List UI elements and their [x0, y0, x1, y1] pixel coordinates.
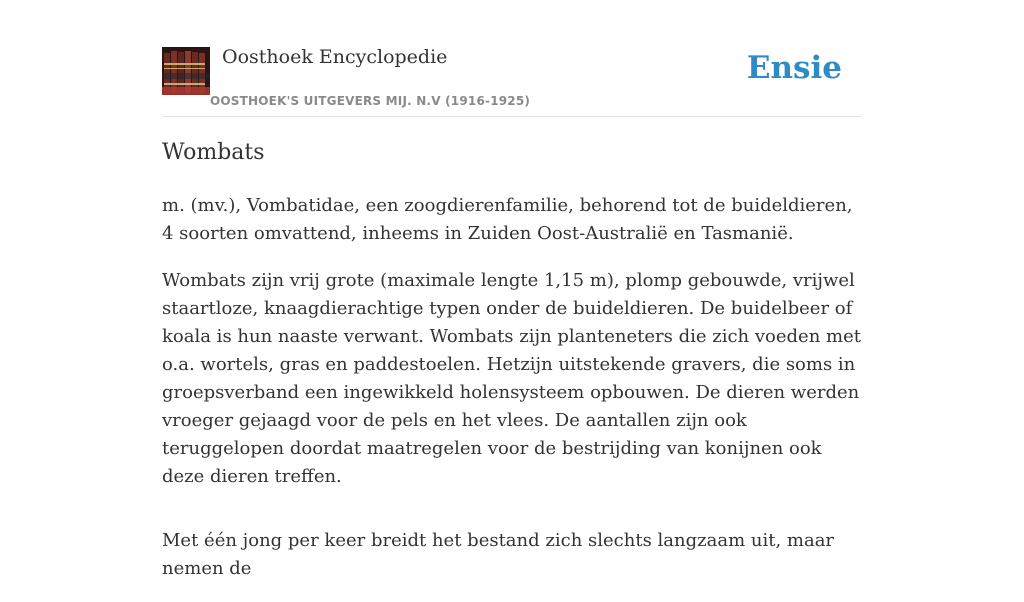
- source-subtitle: OOSTHOEK'S UITGEVERS MIJ. N.V (1916-1925): [210, 94, 531, 108]
- entry-paragraph: m. (mv.), Vombatidae, een zoogdierenfamilie, behorend tot de buideldieren, 4 soorten omvattend, inheems in Zuiden Oost-Australië en Tasmanië.: [162, 195, 853, 244]
- entry-content: [162, 192, 862, 602]
- book-spines-icon: [162, 47, 210, 95]
- entry-paragraph: Met één jong per keer breidt het bestand zich slechts langzaam uit, maar nemen de: [162, 530, 835, 579]
- brand-logo[interactable]: Ensie: [746, 50, 842, 86]
- source-avatar[interactable]: [162, 47, 210, 95]
- entry-title: Wombats: [162, 140, 265, 165]
- source-header: [162, 46, 862, 117]
- entry-paragraph: Wombats zijn vrij grote (maximale lengte 1,15 m), plomp gebouwde, vrijwel staartloze, knaagdierachtige typen onder de buideldieren. De buidelbeer of koala is hun naaste verwant. Wombats zijn planteneters die zich voeden met o.a. wortels, gras en paddestoelen. Hetzijn uitstekende gravers, die soms in groepsverband een ingewikkeld holensysteem opbouwen. De dieren werden vroeger gejaagd voor de pels en het vlees. De aantallen zijn ook teruggelopen doordat maatregelen voor de bestrijding van konijnen ook deze dieren treffen.: [162, 270, 861, 487]
- source-title[interactable]: Oosthoek Encyclopedie: [222, 46, 448, 68]
